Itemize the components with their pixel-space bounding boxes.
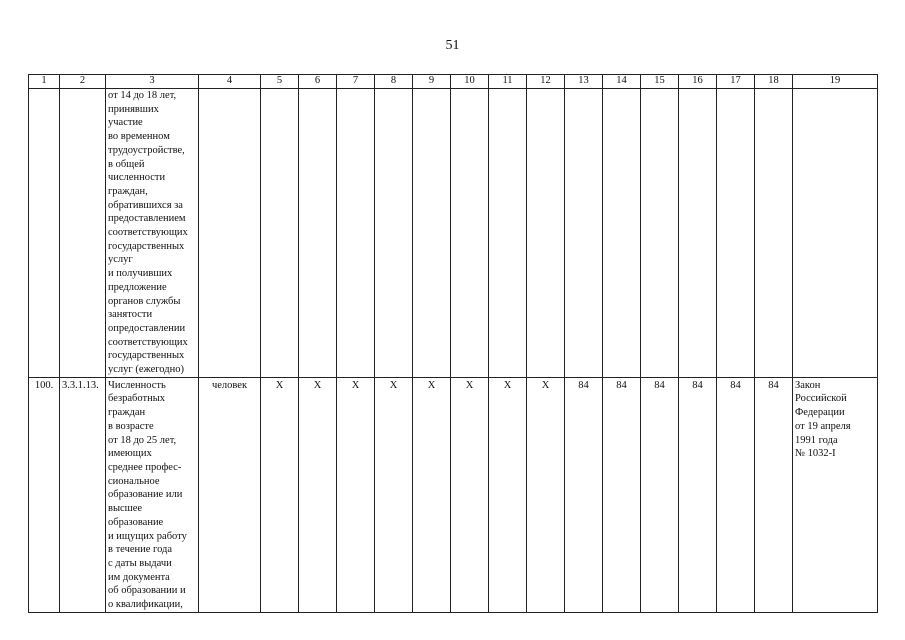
value-cell: X — [375, 377, 413, 612]
column-header: 14 — [603, 75, 641, 89]
unit-cell — [199, 89, 261, 378]
column-number-row — [29, 75, 878, 89]
page-number: 51 — [445, 38, 460, 53]
column-header: 13 — [565, 75, 603, 89]
value-cell: X — [527, 377, 565, 612]
value-cell — [565, 89, 603, 378]
value-cell — [261, 89, 299, 378]
unit-cell: человек — [199, 377, 261, 612]
column-header: 16 — [679, 75, 717, 89]
column-header: 11 — [489, 75, 527, 89]
value-cell — [717, 89, 755, 378]
column-header: 17 — [717, 75, 755, 89]
column-header: 7 — [337, 75, 375, 89]
value-cell — [527, 89, 565, 378]
value-cell: 84 — [603, 377, 641, 612]
value-cell — [603, 89, 641, 378]
value-cell: 84 — [755, 377, 793, 612]
indicator-text: от 14 до 18 лет, принявших участие во временном трудоустройстве, в общей численности граждан, обратившихся за предоставлением соответствующих государственных услуг и получивших предложение органов службы занятости опредоставлении соответствующих государственных услуг (ежегодно) — [106, 89, 199, 378]
value-cell: X — [451, 377, 489, 612]
value-cell: X — [413, 377, 451, 612]
column-header: 9 — [413, 75, 451, 89]
legal-basis: Закон Российской Федерации от 19 апреля 1991 года № 1032-I — [793, 377, 878, 612]
column-header: 4 — [199, 75, 261, 89]
legal-basis — [793, 89, 878, 378]
value-cell — [641, 89, 679, 378]
column-header: 15 — [641, 75, 679, 89]
column-header: 10 — [451, 75, 489, 89]
value-cell — [375, 89, 413, 378]
table-row — [29, 377, 878, 612]
column-header: 1 — [29, 75, 60, 89]
value-cell — [337, 89, 375, 378]
value-cell: 84 — [565, 377, 603, 612]
value-cell: 84 — [717, 377, 755, 612]
column-header: 5 — [261, 75, 299, 89]
column-header: 3 — [106, 75, 199, 89]
column-header: 2 — [60, 75, 106, 89]
value-cell — [755, 89, 793, 378]
value-cell: 84 — [641, 377, 679, 612]
column-header: 18 — [755, 75, 793, 89]
column-header: 19 — [793, 75, 878, 89]
value-cell — [451, 89, 489, 378]
value-cell — [489, 89, 527, 378]
column-header: 6 — [299, 75, 337, 89]
value-cell — [413, 89, 451, 378]
value-cell: X — [261, 377, 299, 612]
column-header: 12 — [527, 75, 565, 89]
table-row — [29, 89, 878, 378]
row-code: 3.3.1.13. — [60, 377, 106, 612]
value-cell: X — [299, 377, 337, 612]
data-table — [28, 74, 878, 613]
value-cell: X — [337, 377, 375, 612]
value-cell: X — [489, 377, 527, 612]
value-cell — [679, 89, 717, 378]
value-cell — [299, 89, 337, 378]
indicator-text: Численность безработных граждан в возрасте от 18 до 25 лет, имеющих среднее профес- сиональное образование или высшее образование и ищущих работу в течение года с даты выдачи им документа об образовании и о квалификации, — [106, 377, 199, 612]
row-number: 100. — [29, 377, 60, 612]
row-number — [29, 89, 60, 378]
value-cell: 84 — [679, 377, 717, 612]
row-code — [60, 89, 106, 378]
column-header: 8 — [375, 75, 413, 89]
